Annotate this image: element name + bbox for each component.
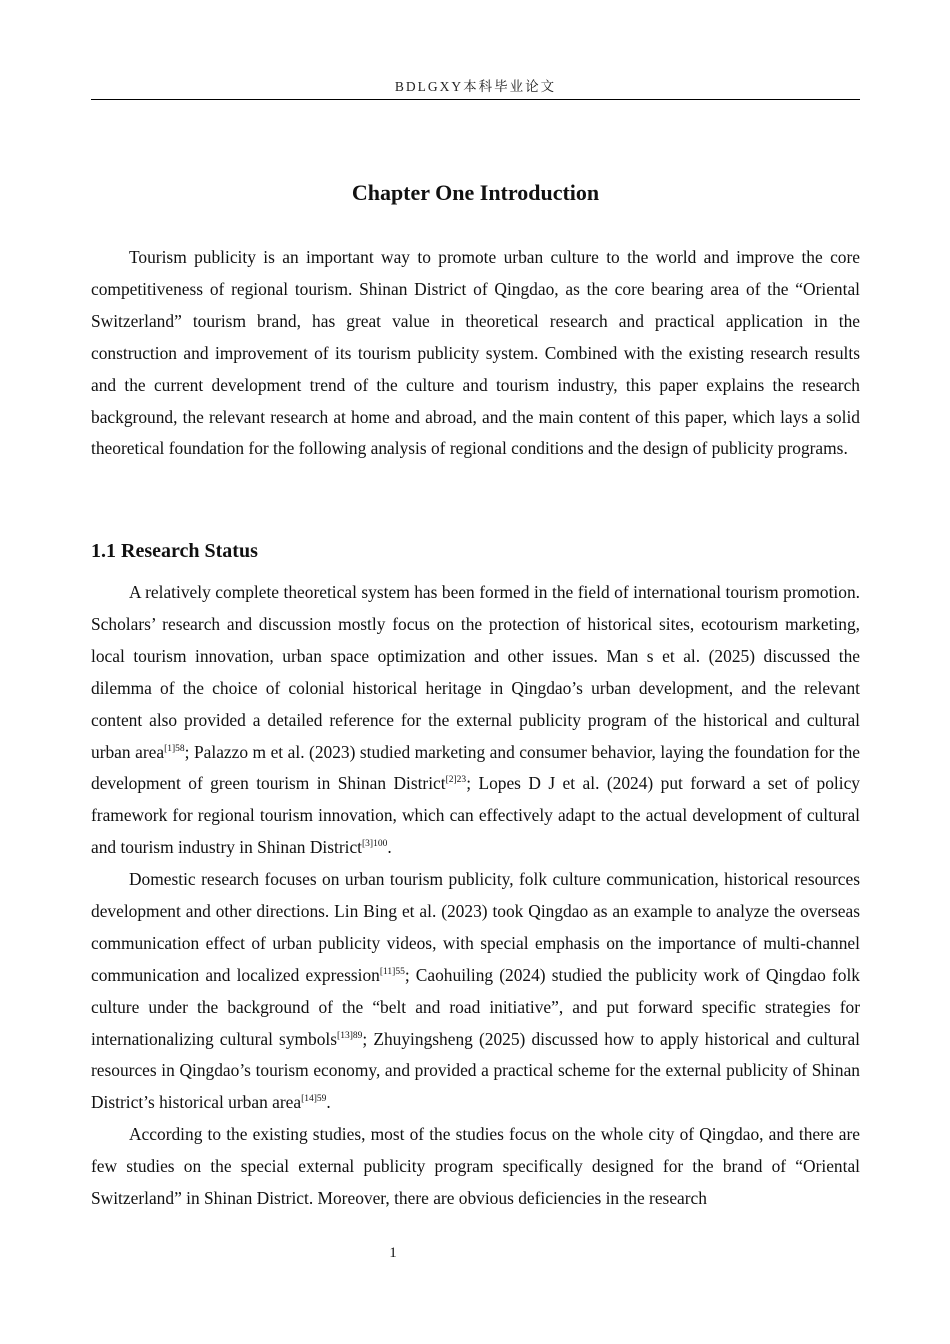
citation: [1]58 [164, 743, 185, 754]
paragraph-text: ; Lopes D J et al. (2024) put forward a set of policy framework for regional tourism innovation, which can effectively adapt to the actual development of cultural and tourism industry in Shinan District [91, 773, 860, 858]
intro-paragraph: Tourism publicity is an important way to promote urban culture to the world and improve the core competitiveness of regional tourism. Shinan District of Qingdao, as the core bearing area of the “Oriental Switzerland” tourism brand, has great value in theoretical research and practical application in the construction and improvement of its tourism publicity system. Combined with the existing research results and the current development trend of the culture and tourism industry, this paper explains the research background, the relevant research at home and abroad, and the main content of this paper, which lays a solid theoretical foundation for the following analysis of regional conditions and the design of publicity programs. [91, 247, 860, 459]
research-paragraph-international [91, 577, 860, 864]
paragraph-text: ; Caohuiling (2024) studied the publicity work of Qingdao folk culture under the background of the “belt and road initiative”, and put forward specific strategies for internationalizing cultural symbols [91, 964, 860, 1049]
paragraph-text: . [387, 837, 392, 858]
citation: [11]55 [379, 966, 405, 977]
citation: [14]59 [301, 1094, 327, 1105]
page-header [91, 77, 860, 100]
paragraph-text: ; Palazzo m et al. (2023) studied marketing and consumer behavior, laying the foundation for the development of green tourism in Shinan District [91, 741, 860, 794]
citation: [13]89 [337, 1030, 363, 1041]
research-paragraph-domestic [91, 864, 860, 1119]
citation: [2]23 [445, 775, 467, 786]
header-text: BDLGXY本科毕业论文 [394, 79, 557, 94]
paragraph-text: . [326, 1092, 331, 1113]
page-number: 1 [389, 1245, 397, 1261]
chapter-title: Chapter One Introduction [351, 180, 600, 205]
paragraph-text: A relatively complete theoretical system has been formed in the field of international tourism promotion. Scholars’ research and discussion mostly focus on the protection of historical sites, ecotourism marketing, local tourism innovation, urban space optimization and other issues. Man s et al. (2025) discussed the dilemma of the choice of colonial historical heritage in Qingdao’s urban development, and the relevant content also provided a detailed reference for the external publicity program of the historical and cultural urban area [91, 582, 860, 762]
citation: [3]100 [362, 839, 388, 850]
research-paragraph-summary: According to the existing studies, most of the studies focus on the whole city of Qingdao, and there are few studies on the special external publicity program specifically designed for the brand of “Oriental Switzerland” in Shinan District. Moreover, there are obvious deficiencies in the research [91, 1124, 860, 1208]
section-title: 1.1 Research Status [91, 540, 258, 562]
paragraph-text: ; Zhuyingsheng (2025) discussed how to apply historical and cultural resources in Qingdao’s tourism economy, and provided a practical scheme for the external publicity of Shinan District’s historical urban area [91, 1028, 860, 1113]
paragraph-text: Domestic research focuses on urban tourism publicity, folk culture communication, historical resources development and other directions. Lin Bing et al. (2023) took Qingdao as an example to analyze the overseas communication effect of urban publicity videos, with special emphasis on the importance of multi-channel communication and localized expression [91, 869, 860, 985]
